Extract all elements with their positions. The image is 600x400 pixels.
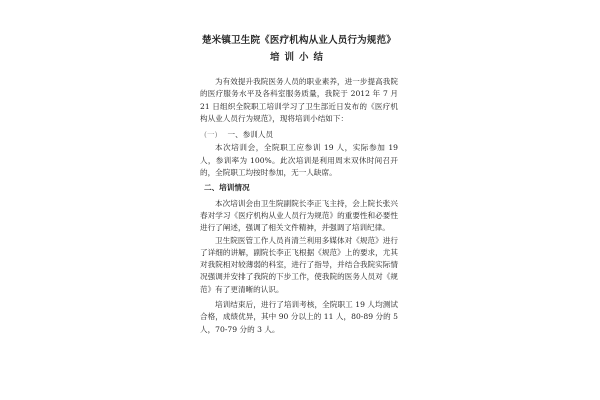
section1-heading: 一、参训人员 bbox=[227, 130, 274, 140]
section2-heading: 二、培训情况 bbox=[204, 183, 250, 193]
section1-paragraph: 本次培训会，全院职工应参训 19 人，实际参加 19 人，参训率为 100%。此次培训是利用周末双休时间召开的，全院职工均按时参加，无一人缺席。 bbox=[200, 143, 398, 178]
section1-number: (一) bbox=[204, 130, 218, 140]
section2-paragraph-3: 培训结束后，进行了培训考核，全院职工 19 人均测试合格，成绩优异，其中 90 分以上的 11 人，80-89 分的 5 人，70-79 分的 3 人。 bbox=[200, 300, 398, 334]
section2-paragraph-1: 本次培训会由卫生院副院长李正飞主持，会上院长张兴春对学习《医疗机构从业人员行为规范》的重要性和必要性进行了阐述，强调了相关文件精神，并强调了培训纪律。 bbox=[200, 198, 398, 233]
document-subtitle: 培训小结 bbox=[269, 52, 328, 63]
document-body bbox=[200, 34, 398, 336]
section1-heading-row bbox=[200, 129, 398, 141]
intro-paragraph: 为有效提升我院医务人员的职业素养，进一步提高我院的医疗服务水平及各科室服务质量，我院于 2012 年 7 月 21 日组织全院职工培训学习了卫生部近日发布的《医疗机构从业人员行为规范》，现将培训小结如下： bbox=[200, 77, 398, 123]
document-title: 楚米镇卫生院《医疗机构从业人员行为规范》 bbox=[201, 35, 396, 46]
section2-paragraph-2: 卫生院医管工作人员肖清兰利用多媒体对《规范》进行了详细的讲解，副院长李正飞根据《规范》上的要求，尤其对我院相对较薄弱的科室，进行了指导，并结合我院实际情况强调并安排了我院的下步工作，使我院的医务人员对《规范》有了更清晰的认识。 bbox=[200, 235, 398, 294]
